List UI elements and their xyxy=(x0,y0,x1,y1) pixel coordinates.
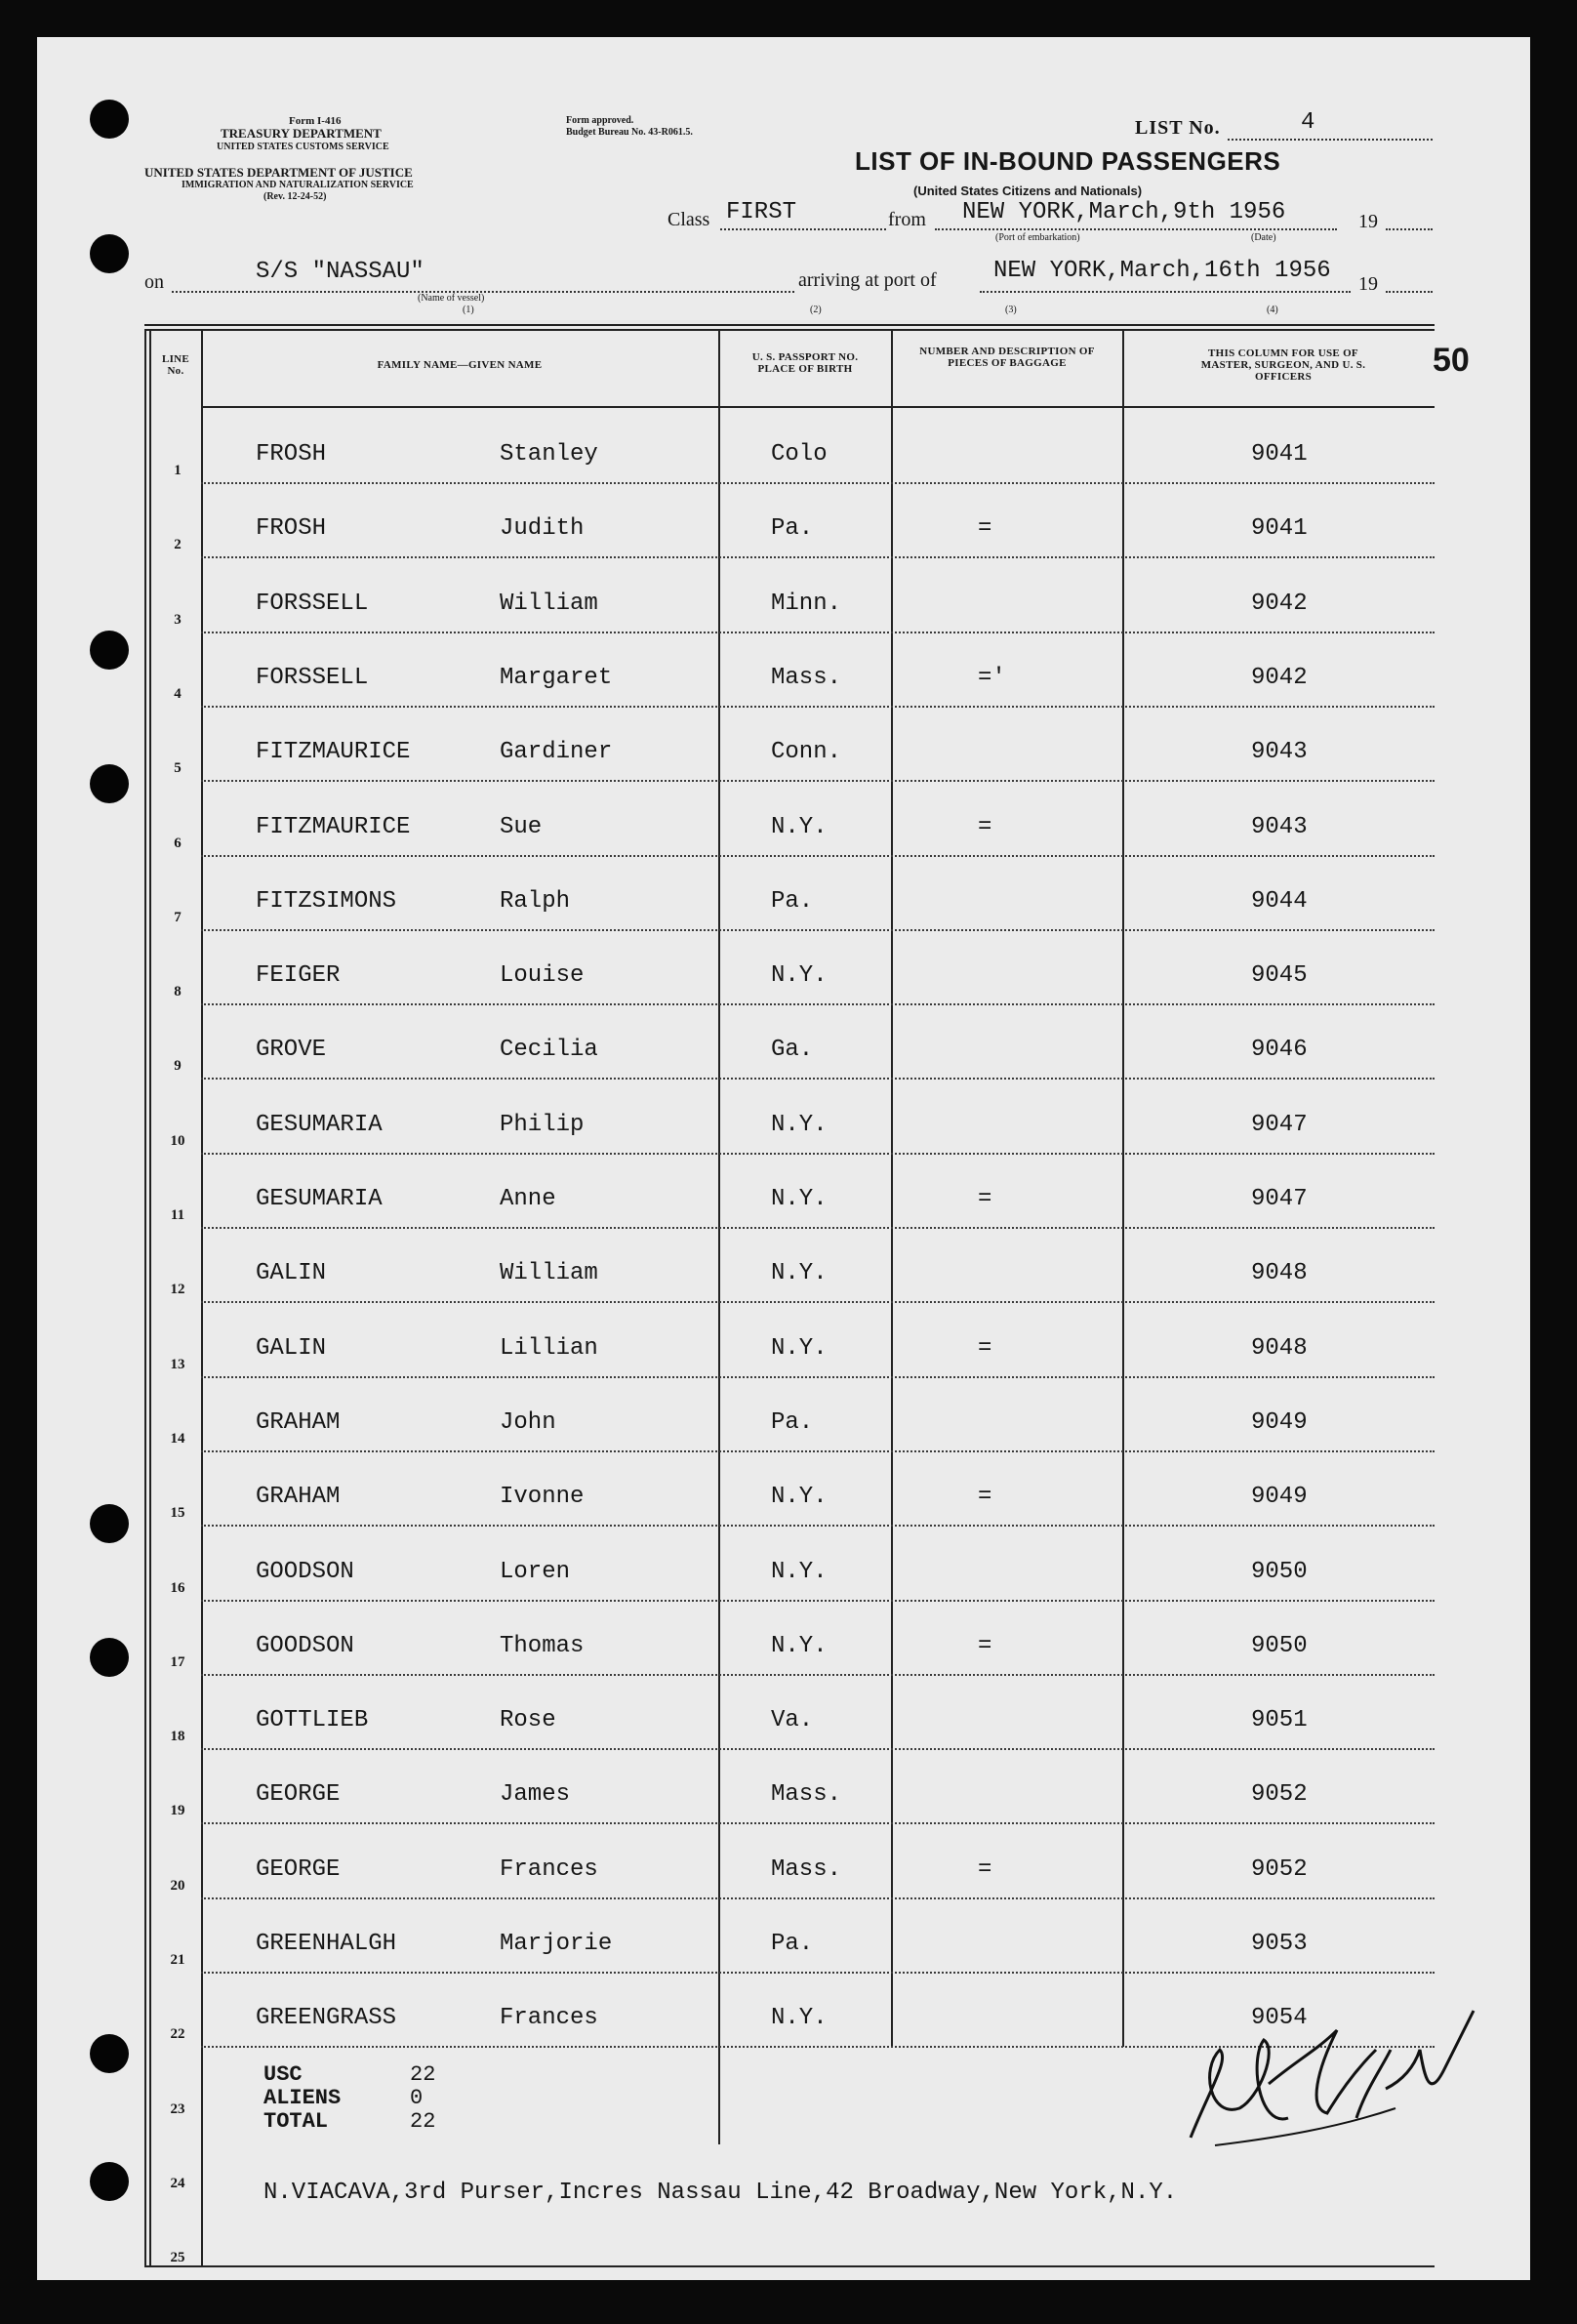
date-caption: (Date) xyxy=(1251,232,1276,243)
caption-2: (2) xyxy=(810,305,822,315)
baggage-mark: = xyxy=(978,515,992,542)
row-rule xyxy=(201,1153,1435,1155)
line-number: 5 xyxy=(174,760,182,776)
line-number: 18 xyxy=(170,1729,185,1744)
officer-code: 9047 xyxy=(1251,1112,1308,1138)
family-name: GREENGRASS xyxy=(256,2005,397,2031)
officer-code: 9041 xyxy=(1251,515,1308,542)
place-of-birth: Colo xyxy=(771,441,828,468)
year-suffix-2: 19 xyxy=(1358,273,1378,295)
line-number: 2 xyxy=(174,537,182,552)
place-of-birth: N.Y. xyxy=(771,1633,828,1659)
given-name: William xyxy=(500,591,598,617)
officer-code: 9053 xyxy=(1251,1931,1308,1957)
officer-code: 9048 xyxy=(1251,1260,1308,1286)
row-rule xyxy=(201,1376,1435,1378)
place-of-birth: N.Y. xyxy=(771,1559,828,1585)
col-divider-passport xyxy=(891,329,893,2047)
place-of-birth: N.Y. xyxy=(771,1260,828,1286)
line-number: 10 xyxy=(170,1133,185,1149)
row-rule xyxy=(201,482,1435,484)
given-name: James xyxy=(500,1781,571,1808)
given-name: Thomas xyxy=(500,1633,585,1659)
given-name: Lillian xyxy=(500,1335,598,1362)
given-name: Judith xyxy=(500,515,585,542)
table-top-rule-2 xyxy=(144,329,1435,331)
place-of-birth: Pa. xyxy=(771,1931,814,1957)
row-rule xyxy=(201,1003,1435,1005)
given-name: William xyxy=(500,1260,598,1286)
officer-code: 9049 xyxy=(1251,1484,1308,1510)
place-of-birth: Va. xyxy=(771,1707,814,1733)
class-value: FIRST xyxy=(726,199,797,225)
class-line xyxy=(720,228,886,230)
family-name: GESUMARIA xyxy=(256,1186,383,1212)
officer-code: 9048 xyxy=(1251,1335,1308,1362)
place-of-birth: Mass. xyxy=(771,665,842,691)
given-name: Ralph xyxy=(500,888,571,915)
row-rule xyxy=(201,1301,1435,1303)
family-name: FEIGER xyxy=(256,962,341,989)
given-name: John xyxy=(500,1409,556,1436)
form-number: Form I-416 xyxy=(289,115,342,127)
place-of-birth: Conn. xyxy=(771,739,842,765)
family-name: GEORGE xyxy=(256,1781,341,1808)
given-name: Frances xyxy=(500,2005,598,2031)
row-rule xyxy=(201,1748,1435,1750)
place-of-birth: N.Y. xyxy=(771,814,828,840)
form-approved: Form approved. xyxy=(566,115,634,126)
punch-hole xyxy=(90,764,129,803)
line-number: 14 xyxy=(170,1431,185,1447)
treasury-department: TREASURY DEPARTMENT xyxy=(221,126,382,141)
line-number: 8 xyxy=(174,984,182,999)
line-number: 13 xyxy=(170,1357,185,1372)
summary-value: 0 xyxy=(410,2086,424,2110)
punch-hole xyxy=(90,2034,129,2073)
officer-signature xyxy=(1171,1991,1493,2157)
col-divider-baggage xyxy=(1122,329,1124,2047)
col-header-baggage: NUMBER AND DESCRIPTION OF PIECES OF BAGGAGE xyxy=(919,346,1095,369)
col-divider-name xyxy=(718,329,720,2144)
justice-department: UNITED STATES DEPARTMENT OF JUSTICE xyxy=(144,165,413,180)
punch-hole xyxy=(90,234,129,273)
given-name: Marjorie xyxy=(500,1931,613,1957)
family-name: GALIN xyxy=(256,1260,327,1286)
col-divider-line-no xyxy=(201,329,203,2265)
vessel-caption: (Name of vessel) xyxy=(418,293,485,304)
officer-code: 9049 xyxy=(1251,1409,1308,1436)
purser-line: N.VIACAVA,3rd Purser,Incres Nassau Line,42 Broadway,New York,N.Y. xyxy=(263,2180,1178,2206)
officer-code: 9043 xyxy=(1251,814,1308,840)
year-line-1 xyxy=(1386,228,1433,230)
line-number: 7 xyxy=(174,910,182,925)
line-number: 11 xyxy=(170,1207,185,1223)
row-rule xyxy=(201,780,1435,782)
given-name: Gardiner xyxy=(500,739,613,765)
col-header-passport: U. S. PASSPORT NO. PLACE OF BIRTH xyxy=(751,351,859,375)
row-rule xyxy=(201,1525,1435,1527)
line-number: 22 xyxy=(170,2026,185,2042)
place-of-birth: N.Y. xyxy=(771,1186,828,1212)
row-rule xyxy=(201,855,1435,857)
list-no-line xyxy=(1228,139,1433,141)
family-name: FROSH xyxy=(256,515,327,542)
list-no-value: 4 xyxy=(1301,109,1315,136)
row-rule xyxy=(201,556,1435,558)
family-name: FITZMAURICE xyxy=(256,814,411,840)
punch-hole xyxy=(90,631,129,670)
place-of-birth: Minn. xyxy=(771,591,842,617)
from-line xyxy=(935,228,1337,230)
line-number: 1 xyxy=(174,463,182,478)
line-number: 25 xyxy=(170,2250,185,2265)
baggage-mark: = xyxy=(978,1484,992,1510)
punch-hole xyxy=(90,100,129,139)
from-value: NEW YORK,March,9th 1956 xyxy=(962,199,1286,225)
summary-label: USC xyxy=(263,2062,303,2087)
officer-code: 9054 xyxy=(1251,2005,1308,2031)
officer-code: 9041 xyxy=(1251,441,1308,468)
line-number: 20 xyxy=(170,1878,185,1894)
col-header-line-no: LINE No. xyxy=(161,353,190,377)
row-rule xyxy=(201,1897,1435,1899)
line-number: 6 xyxy=(174,836,182,851)
family-name: FORSSELL xyxy=(256,665,369,691)
officer-code: 9046 xyxy=(1251,1037,1308,1063)
form-revision: (Rev. 12-24-52) xyxy=(263,191,327,202)
place-of-birth: Pa. xyxy=(771,515,814,542)
officer-code: 9043 xyxy=(1251,739,1308,765)
line-number: 23 xyxy=(170,2101,185,2117)
given-name: Philip xyxy=(500,1112,585,1138)
place-of-birth: Ga. xyxy=(771,1037,814,1063)
place-of-birth: N.Y. xyxy=(771,2005,828,2031)
form-subtitle: (United States Citizens and Nationals) xyxy=(913,183,1143,198)
table-bottom-rule xyxy=(144,2265,1435,2267)
place-of-birth: N.Y. xyxy=(771,1112,828,1138)
caption-1: (1) xyxy=(463,305,474,315)
given-name: Louise xyxy=(500,962,585,989)
line-number: 21 xyxy=(170,1952,185,1968)
given-name: Loren xyxy=(500,1559,571,1585)
table-left-border xyxy=(144,329,146,2265)
officer-code: 9044 xyxy=(1251,888,1308,915)
line-number: 3 xyxy=(174,612,182,628)
family-name: GREENHALGH xyxy=(256,1931,397,1957)
punch-hole xyxy=(90,2162,129,2201)
given-name: Cecilia xyxy=(500,1037,598,1063)
place-of-birth: N.Y. xyxy=(771,962,828,989)
line-number: 24 xyxy=(170,2176,185,2191)
row-rule xyxy=(201,1972,1435,1974)
row-rule xyxy=(201,1450,1435,1452)
summary-label: ALIENS xyxy=(263,2086,342,2110)
place-of-birth: N.Y. xyxy=(771,1335,828,1362)
arrival-line xyxy=(980,291,1351,293)
family-name: GRAHAM xyxy=(256,1409,341,1436)
family-name: GEORGE xyxy=(256,1856,341,1883)
row-rule xyxy=(201,1822,1435,1824)
given-name: Anne xyxy=(500,1186,556,1212)
customs-service: UNITED STATES CUSTOMS SERVICE xyxy=(217,142,389,152)
officer-code: 9050 xyxy=(1251,1559,1308,1585)
baggage-mark: = xyxy=(978,1633,992,1659)
year-line-2 xyxy=(1386,291,1433,293)
page-number: 50 xyxy=(1433,342,1470,379)
punch-hole xyxy=(90,1638,129,1677)
family-name: GROVE xyxy=(256,1037,327,1063)
row-rule xyxy=(201,1227,1435,1229)
year-suffix-1: 19 xyxy=(1358,211,1378,232)
family-name: FROSH xyxy=(256,441,327,468)
officer-code: 9052 xyxy=(1251,1856,1308,1883)
summary-value: 22 xyxy=(410,2109,436,2134)
caption-3: (3) xyxy=(1005,305,1017,315)
baggage-mark: = xyxy=(978,1335,992,1362)
given-name: Rose xyxy=(500,1707,556,1733)
place-of-birth: Pa. xyxy=(771,888,814,915)
col-header-officers: THIS COLUMN FOR USE OF MASTER, SURGEON, AND U. S. OFFICERS xyxy=(1200,347,1366,383)
arriving-label: arriving at port of xyxy=(798,269,937,291)
list-no-label: LIST No. xyxy=(1135,117,1221,139)
row-rule xyxy=(201,632,1435,633)
officer-code: 9052 xyxy=(1251,1781,1308,1808)
summary-value: 22 xyxy=(410,2062,436,2087)
family-name: GOODSON xyxy=(256,1633,354,1659)
on-label: on xyxy=(144,271,164,293)
summary-label: TOTAL xyxy=(263,2109,329,2134)
place-of-birth: Pa. xyxy=(771,1409,814,1436)
family-name: GESUMARIA xyxy=(256,1112,383,1138)
form-title: LIST OF IN-BOUND PASSENGERS xyxy=(855,146,1281,176)
line-number: 16 xyxy=(170,1580,185,1596)
family-name: FITZSIMONS xyxy=(256,888,397,915)
port-embark-caption: (Port of embarkation) xyxy=(995,232,1080,243)
table-left-border-2 xyxy=(149,329,151,2265)
place-of-birth: Mass. xyxy=(771,1781,842,1808)
family-name: GOODSON xyxy=(256,1559,354,1585)
family-name: FITZMAURICE xyxy=(256,739,411,765)
row-rule xyxy=(201,929,1435,931)
from-label: from xyxy=(888,209,926,230)
row-rule xyxy=(201,706,1435,708)
given-name: Stanley xyxy=(500,441,598,468)
officer-code: 9042 xyxy=(1251,665,1308,691)
place-of-birth: Mass. xyxy=(771,1856,842,1883)
baggage-mark: = xyxy=(978,1856,992,1883)
table-top-rule xyxy=(144,324,1435,326)
place-of-birth: N.Y. xyxy=(771,1484,828,1510)
punch-hole xyxy=(90,1504,129,1543)
given-name: Margaret xyxy=(500,665,613,691)
officer-code: 9047 xyxy=(1251,1186,1308,1212)
class-label: Class xyxy=(667,209,710,230)
officer-code: 9042 xyxy=(1251,591,1308,617)
line-number: 17 xyxy=(170,1654,185,1670)
family-name: GALIN xyxy=(256,1335,327,1362)
line-number: 4 xyxy=(174,686,182,702)
given-name: Sue xyxy=(500,814,543,840)
baggage-mark: = xyxy=(978,1186,992,1212)
col-header-name: FAMILY NAME—GIVEN NAME xyxy=(377,359,543,371)
budget-bureau: Budget Bureau No. 43-R061.5. xyxy=(566,127,693,138)
line-number: 12 xyxy=(170,1282,185,1297)
arrival-value: NEW YORK,March,16th 1956 xyxy=(993,258,1331,284)
line-number: 19 xyxy=(170,1803,185,1818)
given-name: Ivonne xyxy=(500,1484,585,1510)
given-name: Frances xyxy=(500,1856,598,1883)
officer-code: 9050 xyxy=(1251,1633,1308,1659)
family-name: GOTTLIEB xyxy=(256,1707,369,1733)
row-rule xyxy=(201,1674,1435,1676)
officer-code: 9045 xyxy=(1251,962,1308,989)
line-number: 15 xyxy=(170,1505,185,1521)
caption-4: (4) xyxy=(1267,305,1278,315)
row-rule xyxy=(201,1078,1435,1080)
line-number: 9 xyxy=(174,1058,182,1074)
baggage-mark: =' xyxy=(978,665,1006,691)
immigration-service: IMMIGRATION AND NATURALIZATION SERVICE xyxy=(182,180,414,190)
family-name: FORSSELL xyxy=(256,591,369,617)
family-name: GRAHAM xyxy=(256,1484,341,1510)
baggage-mark: = xyxy=(978,814,992,840)
vessel-value: S/S "NASSAU" xyxy=(256,259,425,285)
row-rule xyxy=(201,1600,1435,1602)
officer-code: 9051 xyxy=(1251,1707,1308,1733)
table-header-rule xyxy=(201,406,1435,408)
